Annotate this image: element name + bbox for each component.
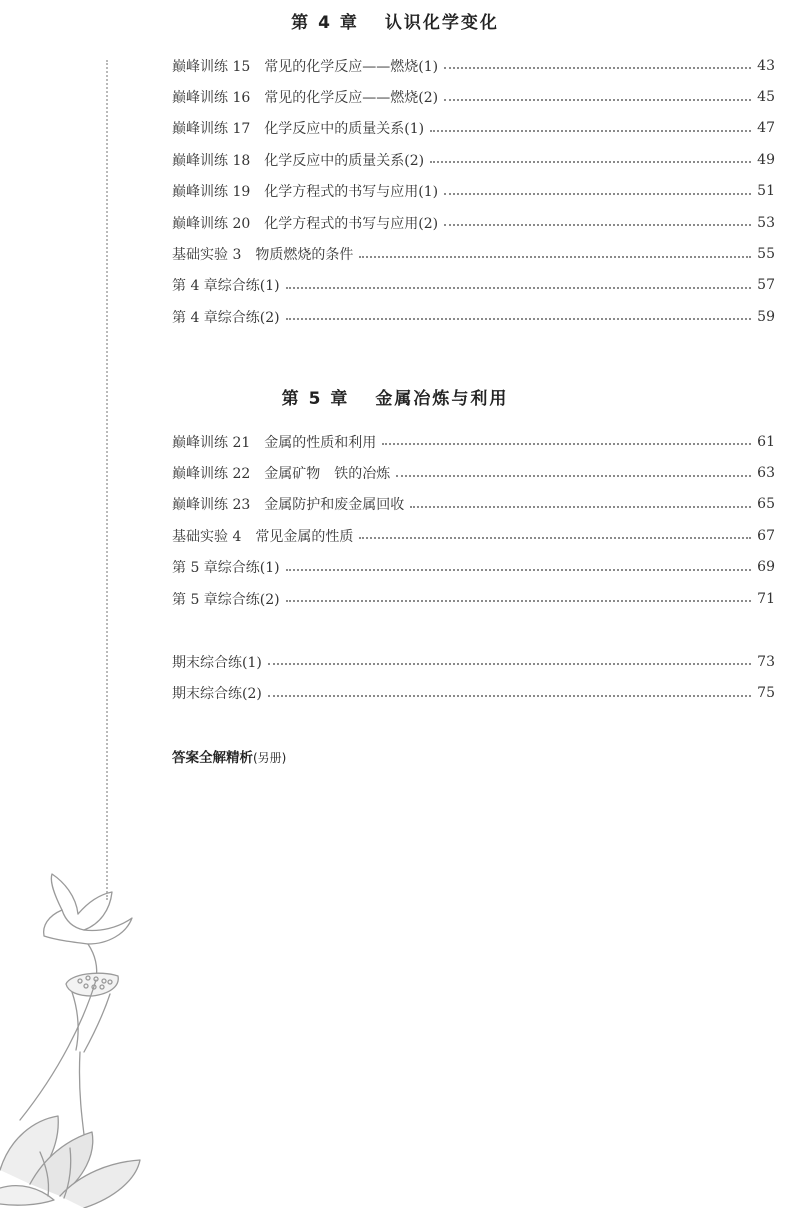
toc-entry-label: 第 4 章综合练(1) xyxy=(172,278,280,295)
toc-entry[interactable] xyxy=(172,552,775,583)
toc-page-number: 51 xyxy=(757,183,775,200)
toc-entry[interactable] xyxy=(172,50,775,81)
toc-entry-label: 期末综合练(1) xyxy=(172,654,262,671)
toc-page-number: 53 xyxy=(757,214,775,231)
dot-leader xyxy=(444,192,751,195)
toc-entry[interactable] xyxy=(172,144,775,175)
chapter-5-title: 金属冶炼与利用 xyxy=(375,389,509,409)
dot-leader xyxy=(430,160,751,163)
dot-leader xyxy=(286,568,752,571)
toc-entry-label: 基础实验 4 常见金属的性质 xyxy=(172,528,354,545)
toc-entry-label: 期末综合练(2) xyxy=(172,686,262,703)
toc-page-number: 43 xyxy=(757,57,775,74)
toc-entry-label: 巅峰训练 21 金属的性质和利用 xyxy=(172,434,377,451)
toc-page-number: 45 xyxy=(757,89,775,106)
toc-page-number: 67 xyxy=(757,527,775,544)
dot-leader xyxy=(444,66,751,69)
toc-entry-label: 第 5 章综合练(1) xyxy=(172,560,280,577)
chapter-4-toc xyxy=(172,50,775,333)
toc-entry[interactable] xyxy=(172,238,775,269)
toc-entry[interactable] xyxy=(172,457,775,488)
toc-entry-label: 巅峰训练 18 化学反应中的质量关系(2) xyxy=(172,152,425,169)
lotus-illustration xyxy=(0,870,170,1208)
toc-entry[interactable] xyxy=(172,207,775,238)
toc-entry[interactable] xyxy=(172,301,775,332)
chapter-4-heading xyxy=(0,8,790,33)
chapter-4-number: 第 4 章 xyxy=(291,13,359,33)
toc-entry-label: 第 4 章综合练(2) xyxy=(172,309,280,326)
dot-leader xyxy=(268,694,751,697)
toc-entry-label: 巅峰训练 15 常见的化学反应——燃烧(1) xyxy=(172,58,439,75)
toc-page-number: 71 xyxy=(757,590,775,607)
chapter-4-title: 认识化学变化 xyxy=(384,13,499,33)
toc-page-number: 65 xyxy=(757,496,775,513)
final-review-toc xyxy=(172,646,775,709)
toc-entry-label: 巅峰训练 17 化学反应中的质量关系(1) xyxy=(172,121,425,138)
toc-entry-label: 巅峰训练 23 金属防护和废金属回收 xyxy=(172,497,405,514)
chapter-5-heading xyxy=(0,384,790,409)
toc-entry-label: 巅峰训练 16 常见的化学反应——燃烧(2) xyxy=(172,90,439,107)
toc-entry-label: 巅峰训练 22 金属矿物 铁的冶炼 xyxy=(172,466,391,483)
toc-page-number: 61 xyxy=(757,433,775,450)
toc-page-number: 63 xyxy=(757,465,775,482)
toc-page-number: 59 xyxy=(757,308,775,325)
toc-page-number: 57 xyxy=(757,277,775,294)
toc-entry[interactable] xyxy=(172,583,775,614)
dot-leader xyxy=(286,286,752,289)
toc-entry[interactable] xyxy=(172,677,775,708)
toc-page-number: 69 xyxy=(757,559,775,576)
toc-entry[interactable] xyxy=(172,81,775,112)
toc-page-number: 47 xyxy=(757,120,775,137)
dot-leader xyxy=(430,129,751,132)
decorative-dotted-rule xyxy=(106,60,108,900)
chapter-5-toc xyxy=(172,426,775,614)
dot-leader xyxy=(286,599,752,602)
answer-booklet-label: 答案全解精析 xyxy=(172,750,253,766)
dot-leader xyxy=(286,317,752,320)
dot-leader xyxy=(359,536,751,539)
toc-entry[interactable] xyxy=(172,176,775,207)
answer-booklet-subnote: (另册) xyxy=(253,751,287,765)
toc-entry-label: 巅峰训练 20 化学方程式的书写与应用(2) xyxy=(172,215,439,232)
toc-entry[interactable] xyxy=(172,113,775,144)
toc-entry[interactable] xyxy=(172,520,775,551)
toc-entry[interactable] xyxy=(172,489,775,520)
toc-page-number: 75 xyxy=(757,685,775,702)
dot-leader xyxy=(444,223,751,226)
dot-leader xyxy=(396,474,751,477)
toc-entry-label: 第 5 章综合练(2) xyxy=(172,591,280,608)
toc-entry-label: 基础实验 3 物质燃烧的条件 xyxy=(172,247,354,264)
toc-page-number: 55 xyxy=(757,246,775,263)
toc-entry[interactable] xyxy=(172,646,775,677)
toc-page-number: 73 xyxy=(757,653,775,670)
dot-leader xyxy=(382,442,751,445)
toc-entry[interactable] xyxy=(172,270,775,301)
toc-entry[interactable] xyxy=(172,426,775,457)
toc-page-number: 49 xyxy=(757,151,775,168)
dot-leader xyxy=(444,98,751,101)
dot-leader xyxy=(359,255,751,258)
dot-leader xyxy=(410,505,751,508)
dot-leader xyxy=(268,662,751,665)
answer-booklet-note[interactable] xyxy=(172,746,286,766)
chapter-5-number: 第 5 章 xyxy=(281,389,350,409)
toc-entry-label: 巅峰训练 19 化学方程式的书写与应用(1) xyxy=(172,184,439,201)
